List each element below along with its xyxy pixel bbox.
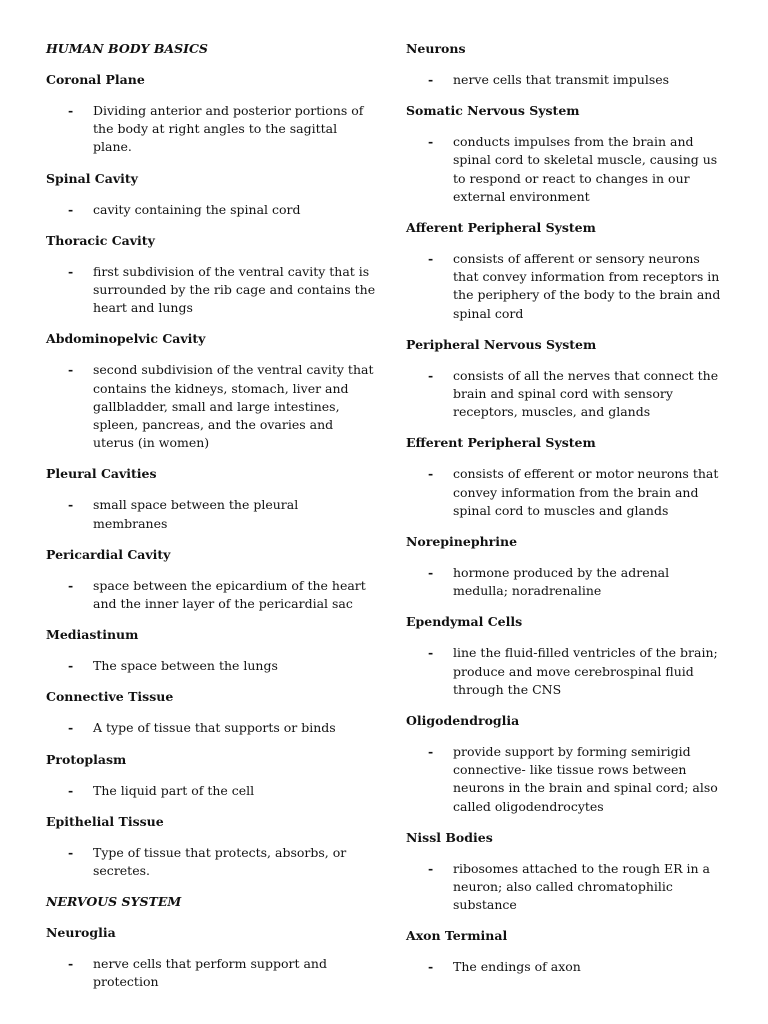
bullet-dash-icon: - bbox=[428, 959, 434, 975]
bullet-dash-icon: - bbox=[68, 720, 74, 736]
term-neurons: Neurons bbox=[406, 41, 466, 56]
definition-item bbox=[46, 577, 376, 613]
definition-text: conducts impulses from the brain and spinal cord to skeletal muscle, causing us to respond or react to changes in our external environment bbox=[453, 134, 718, 204]
definition-text: nerve cells that perform support and protection bbox=[93, 956, 327, 990]
term-ependymal-cells: Ependymal Cells bbox=[406, 614, 523, 630]
section-heading-human-body-basics: HUMAN BODY BASICS bbox=[46, 41, 208, 56]
definition-item bbox=[406, 250, 726, 323]
bullet-dash-icon: - bbox=[428, 134, 434, 150]
definition-text: provide support by forming semirigid connective- like tissue rows between neurons in the brain and spinal cord; also called oligodendrocytes bbox=[453, 744, 718, 814]
term-pericardial-cavity: Pericardial Cavity bbox=[46, 546, 171, 562]
definition-item bbox=[406, 465, 726, 520]
term-connective-tissue: Connective Tissue bbox=[46, 689, 174, 705]
definition-text: Type of tissue that protects, absorbs, or secretes. bbox=[93, 844, 347, 879]
bullet-dash-icon: - bbox=[68, 844, 74, 860]
definition-text: consists of afferent or sensory neurons that convey information from receptors in the periphery of the body to the brain and spinal cord bbox=[453, 251, 721, 321]
term-abdominopelvic-cavity: Abdominopelvic Cavity bbox=[46, 331, 206, 347]
bullet-dash-icon: - bbox=[428, 466, 434, 482]
definition-text: hormone produced by the adrenal medulla; noradrenaline bbox=[453, 565, 670, 599]
bullet-dash-icon: - bbox=[428, 645, 434, 661]
definition-item bbox=[46, 496, 376, 532]
bullet-dash-icon: - bbox=[68, 497, 74, 513]
definition-text: The liquid part of the cell bbox=[93, 782, 255, 798]
definition-item bbox=[46, 844, 376, 880]
term-spinal-cavity: Spinal Cavity bbox=[46, 170, 138, 186]
definition-text: The endings of axon bbox=[453, 959, 581, 975]
definition-item bbox=[46, 719, 376, 737]
bullet-dash-icon: - bbox=[68, 362, 74, 378]
definition-item bbox=[406, 71, 726, 89]
term-epithelial-tissue: Epithelial Tissue bbox=[46, 813, 164, 829]
term-pleural-cavities: Pleural Cavities bbox=[46, 466, 157, 482]
definition-text: The space between the lungs bbox=[93, 658, 278, 674]
definition-item bbox=[46, 955, 376, 991]
term-thoracic-cavity: Thoracic Cavity bbox=[46, 232, 155, 248]
term-coronal-plane: Coronal Plane bbox=[46, 72, 145, 87]
bullet-dash-icon: - bbox=[428, 72, 434, 87]
term-peripheral-nervous-system: Peripheral Nervous System bbox=[406, 336, 597, 352]
bullet-dash-icon: - bbox=[68, 782, 74, 798]
definition-text: ribosomes attached to the rough ER in a neuron; also called chromatophilic substance bbox=[453, 860, 710, 913]
bullet-dash-icon: - bbox=[428, 860, 434, 876]
bullet-dash-icon: - bbox=[68, 956, 74, 972]
definition-item bbox=[406, 860, 726, 915]
term-neuroglia: Neuroglia bbox=[46, 925, 116, 941]
bullet-dash-icon: - bbox=[428, 367, 434, 383]
definition-item bbox=[406, 644, 726, 699]
definition-text: small space between the pleural membranes bbox=[93, 497, 299, 531]
definition-text: nerve cells that transmit impulses bbox=[453, 72, 670, 87]
definition-item bbox=[406, 367, 726, 422]
bullet-dash-icon: - bbox=[68, 263, 74, 279]
section-heading-nervous-system: NERVOUS SYSTEM bbox=[46, 894, 182, 910]
bullet-dash-icon: - bbox=[428, 251, 434, 267]
definition-text: first subdivision of the ventral cavity that is surrounded by the rib cage and contains the heart and lungs bbox=[93, 263, 376, 316]
definition-item bbox=[46, 201, 376, 219]
term-nissl-bodies: Nissl Bodies bbox=[406, 829, 493, 845]
definition-text: second subdivision of the ventral cavity that contains the kidneys, stomach, liver and gallbladder, small and large intestines, spleen, pancreas, and the ovaries and uterus (in women) bbox=[93, 362, 374, 451]
definition-item bbox=[46, 361, 376, 452]
definition-text: consists of efferent or motor neurons that convey information from the brain and spinal cord to muscles and glands bbox=[453, 466, 719, 518]
bullet-dash-icon: - bbox=[428, 744, 434, 760]
bullet-dash-icon: - bbox=[68, 577, 74, 593]
term-oligodendroglia: Oligodendroglia bbox=[406, 713, 520, 729]
definition-item bbox=[46, 263, 376, 318]
definition-text: space between the epicardium of the heart and the inner layer of the pericardial sac bbox=[93, 577, 366, 612]
bullet-dash-icon: - bbox=[68, 201, 74, 217]
bullet-dash-icon: - bbox=[68, 658, 74, 674]
right-column bbox=[406, 40, 726, 990]
definition-item bbox=[46, 102, 376, 157]
term-axon-terminal: Axon Terminal bbox=[406, 928, 508, 944]
left-column bbox=[46, 40, 376, 1005]
term-mediastinum: Mediastinum bbox=[46, 627, 139, 643]
term-efferent-peripheral-system: Efferent Peripheral System bbox=[406, 435, 596, 451]
definition-item bbox=[46, 657, 376, 675]
definition-item bbox=[406, 133, 726, 206]
term-somatic-nervous-system: Somatic Nervous System bbox=[406, 103, 580, 119]
term-protoplasm: Protoplasm bbox=[46, 751, 127, 767]
definition-item bbox=[406, 958, 726, 976]
term-afferent-peripheral-system: Afferent Peripheral System bbox=[406, 220, 596, 236]
definition-item bbox=[406, 564, 726, 600]
definition-text: A type of tissue that supports or binds bbox=[93, 720, 336, 736]
definition-item bbox=[46, 782, 376, 800]
definition-text: cavity containing the spinal cord bbox=[93, 201, 301, 217]
term-norepinephrine: Norepinephrine bbox=[406, 534, 518, 550]
bullet-dash-icon: - bbox=[68, 103, 74, 118]
definition-text: consists of all the nerves that connect the brain and spinal cord with sensory receptors, muscles, and glands bbox=[453, 367, 719, 420]
definition-text: line the fluid-filled ventricles of the brain; produce and move cerebrospinal fluid through the CNS bbox=[453, 645, 718, 697]
definition-text: Dividing anterior and posterior portions of the body at right angles to the sagittal plane. bbox=[93, 103, 364, 155]
bullet-dash-icon: - bbox=[428, 565, 434, 581]
definition-item bbox=[406, 743, 726, 816]
